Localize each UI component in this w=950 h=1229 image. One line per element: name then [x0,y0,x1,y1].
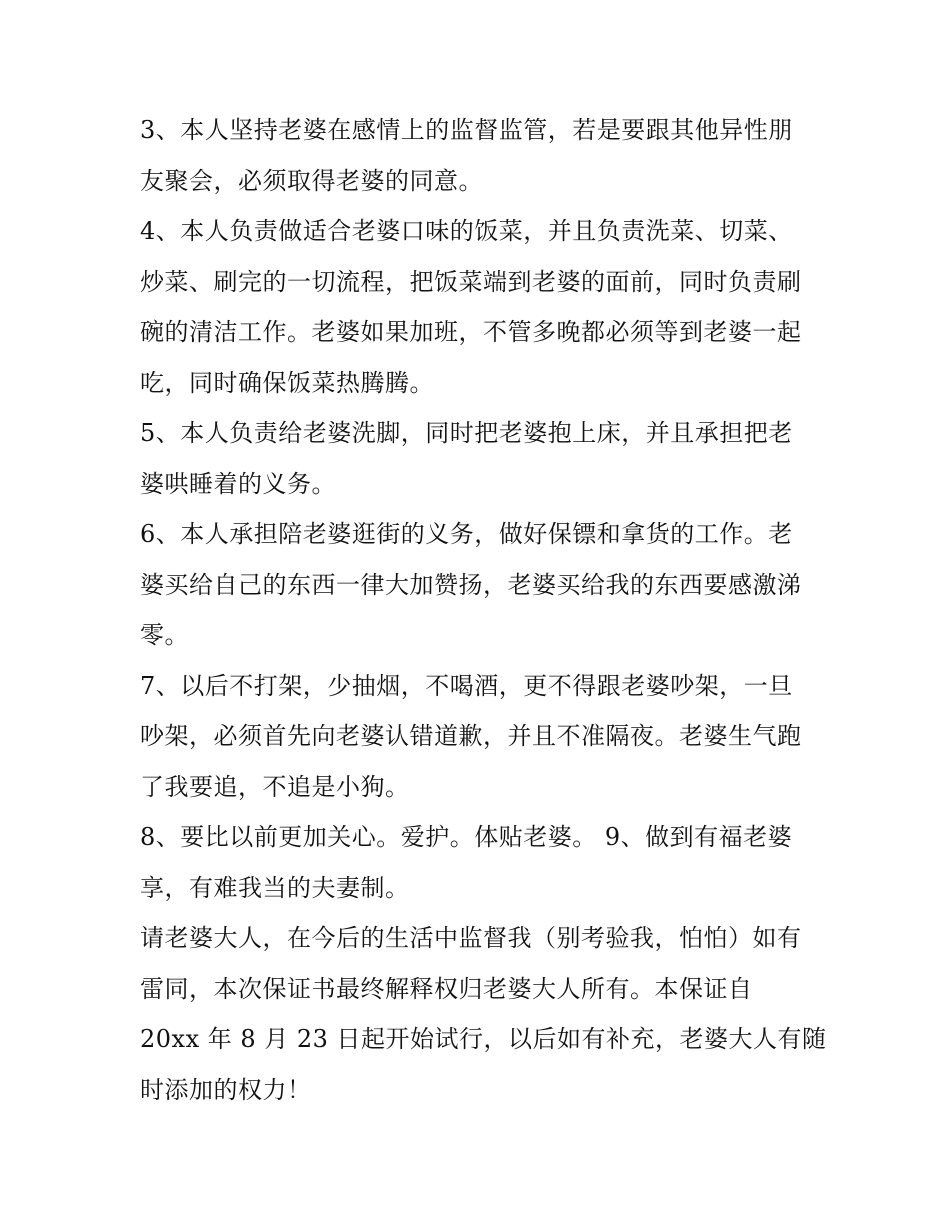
text-line: 婆买给自己的东西一律大加赞扬，老婆买给我的东西要感激涕 [140,570,802,599]
text-line: 了我要追，不追是小狗。 [140,772,410,801]
text-line: 20xx 年 8 月 23 日起开始试行，以后如有补充，老婆大人有随 [140,1025,827,1053]
text-line: 5、本人负责给老婆洗脚，同时把老婆抱上床，并且承担把老 [140,419,793,447]
text-line: 3、本人坚持老婆在感情上的监督监管，若是要跟其他异性朋 [140,116,793,144]
text-line: 7、以后不打架，少抽烟，不喝酒，更不得跟老婆吵架，一旦 [140,671,793,700]
text-line: 6、本人承担陪老婆逛街的义务，做好保镖和拿货的工作。老 [140,520,793,548]
text-line: 享，有难我当的夫妻制。 [140,873,410,902]
text-line: 时添加的权力！ [140,1075,312,1104]
text-line: 吵架，必须首先向老婆认错道歉，并且不准隔夜。老婆生气跑 [140,722,802,750]
text-line: 友聚会，必须取得老婆的同意。 [140,166,483,195]
document-body [140,105,827,1115]
text-line: 炒菜、刷完的一切流程，把饭菜端到老婆的面前，同时负责刷 [140,267,802,296]
text-line: 吃，同时确保饭菜热腾腾。 [140,368,434,397]
text-line: 雷同，本次保证书最终解释权归老婆大人所有。本保证自 [140,974,753,1003]
text-line: 4、本人负责做适合老婆口味的饭菜，并且负责洗菜、切菜、 [140,217,793,245]
text-line: 婆哄睡着的义务。 [140,469,336,498]
text-line: 请老婆大人，在今后的生活中监督我（别考验我，怕怕）如有 [140,924,802,952]
text-line: 零。 [140,621,189,649]
text-line: 8、要比以前更加关心。爱护。体贴老婆。 9、做到有福老婆 [140,823,793,851]
text-line: 碗的清洁工作。老婆如果加班，不管多晚都必须等到老婆一起 [140,318,802,346]
